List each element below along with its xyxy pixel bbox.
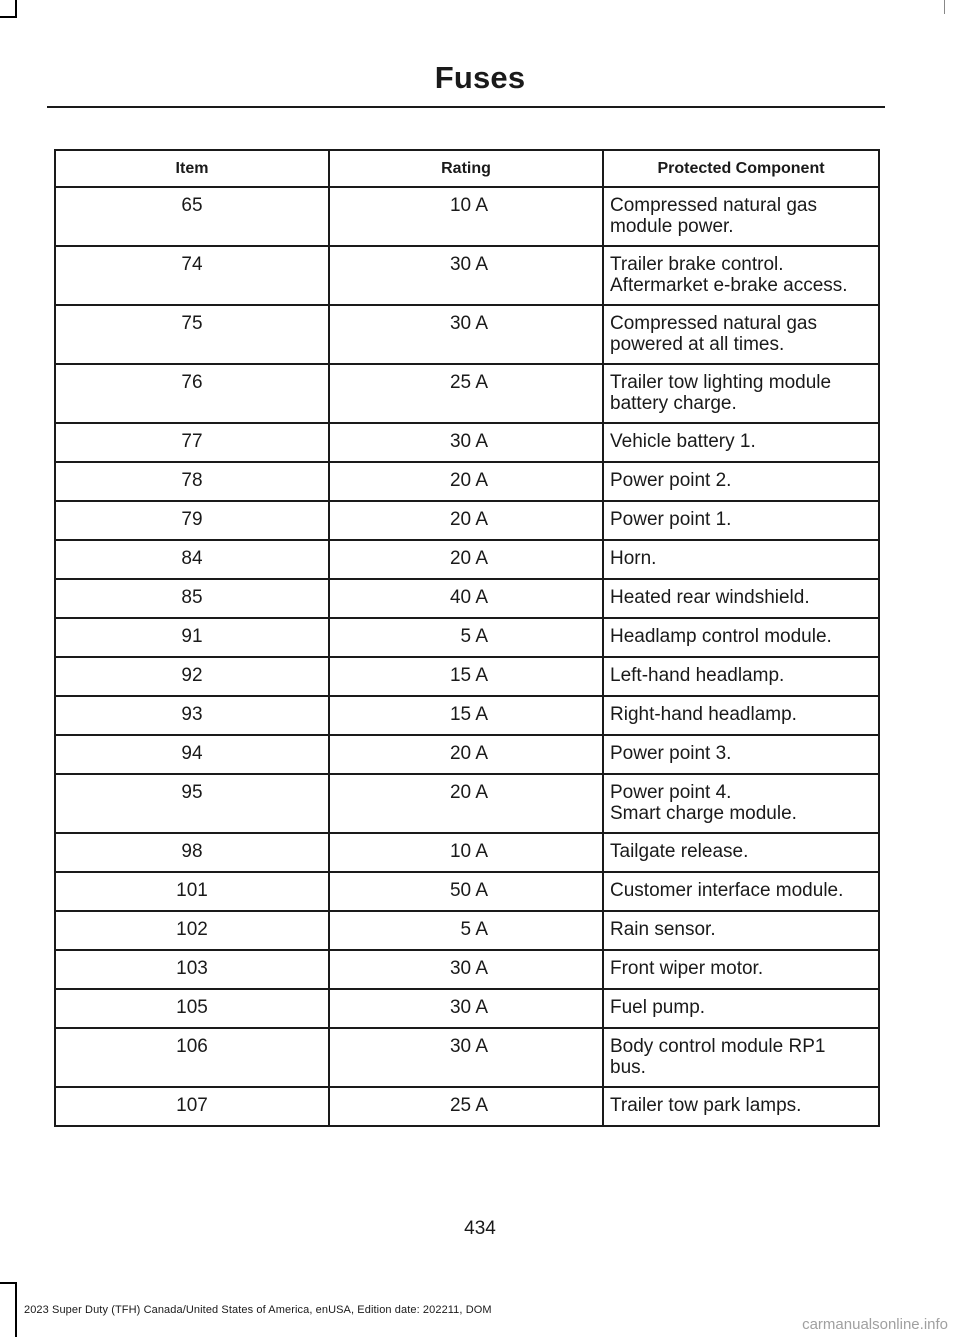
component-line: Vehicle battery 1.	[610, 431, 756, 452]
fuse-rating: 20 A	[329, 774, 603, 833]
header-protected-component: Protected Component	[603, 150, 879, 187]
component-line: Power point 1.	[610, 509, 732, 530]
fuse-rating: 5 A	[329, 618, 603, 657]
component-line: Customer interface module.	[610, 880, 844, 901]
fuse-item-number: 106	[55, 1028, 329, 1087]
fuse-rating: 20 A	[329, 540, 603, 579]
fuse-table-body	[55, 187, 879, 1126]
table-row	[55, 989, 879, 1028]
fuse-protected-component	[603, 774, 879, 833]
fuse-rating: 30 A	[329, 1028, 603, 1087]
fuse-rating: 30 A	[329, 423, 603, 462]
fuse-rating: 15 A	[329, 657, 603, 696]
table-row	[55, 735, 879, 774]
table-row	[55, 187, 879, 246]
table-row	[55, 462, 879, 501]
fuse-protected-component	[603, 1087, 879, 1126]
fuse-rating: 30 A	[329, 989, 603, 1028]
fuse-protected-component	[603, 950, 879, 989]
component-line: Left-hand headlamp.	[610, 665, 785, 686]
table-row	[55, 364, 879, 423]
fuse-rating: 20 A	[329, 462, 603, 501]
component-line: Tailgate release.	[610, 841, 749, 862]
fuse-item-number: 74	[55, 246, 329, 305]
table-row	[55, 540, 879, 579]
header-rating: Rating	[329, 150, 603, 187]
fuse-item-number: 91	[55, 618, 329, 657]
fuse-item-number: 107	[55, 1087, 329, 1126]
fuse-item-number: 77	[55, 423, 329, 462]
table-row	[55, 1087, 879, 1126]
fuse-item-number: 79	[55, 501, 329, 540]
component-line: Power point 2.	[610, 470, 732, 491]
crop-mark-bottom-left-h	[0, 1282, 17, 1284]
component-line: powered at all times.	[610, 334, 785, 355]
table-row	[55, 696, 879, 735]
fuse-protected-component	[603, 364, 879, 423]
table-header-row	[55, 150, 879, 187]
fuse-item-number: 78	[55, 462, 329, 501]
component-line: Power point 4.	[610, 782, 732, 803]
fuse-protected-component	[603, 187, 879, 246]
crop-mark-top-left-h	[0, 16, 17, 18]
table-row	[55, 657, 879, 696]
component-line: Body control module RP1	[610, 1036, 826, 1057]
header-item: Item	[55, 150, 329, 187]
fuse-item-number: 92	[55, 657, 329, 696]
component-line: Smart charge module.	[610, 803, 797, 824]
fuse-protected-component	[603, 1028, 879, 1087]
component-line: Trailer tow park lamps.	[610, 1095, 802, 1116]
fuse-rating: 10 A	[329, 833, 603, 872]
component-line: Front wiper motor.	[610, 958, 764, 979]
fuse-item-number: 98	[55, 833, 329, 872]
fuse-protected-component	[603, 696, 879, 735]
title-divider	[47, 106, 885, 108]
fuse-rating: 20 A	[329, 501, 603, 540]
fuse-rating: 50 A	[329, 872, 603, 911]
table-row	[55, 501, 879, 540]
component-line: Trailer brake control.	[610, 254, 784, 275]
fuse-rating: 25 A	[329, 364, 603, 423]
table-row	[55, 618, 879, 657]
table-row	[55, 911, 879, 950]
fuse-protected-component	[603, 501, 879, 540]
fuse-protected-component	[603, 305, 879, 364]
fuse-protected-component	[603, 833, 879, 872]
table-row	[55, 950, 879, 989]
fuse-rating: 20 A	[329, 735, 603, 774]
fuse-protected-component	[603, 540, 879, 579]
component-line: Compressed natural gas	[610, 313, 817, 334]
crop-mark-top-right	[944, 0, 945, 14]
fuse-rating: 15 A	[329, 696, 603, 735]
table-row	[55, 833, 879, 872]
fuse-protected-component	[603, 872, 879, 911]
fuse-protected-component	[603, 246, 879, 305]
component-line: Heated rear windshield.	[610, 587, 810, 608]
fuse-rating: 5 A	[329, 911, 603, 950]
fuse-item-number: 102	[55, 911, 329, 950]
crop-mark-bottom-left-v	[15, 1282, 17, 1337]
fuse-item-number: 85	[55, 579, 329, 618]
fuse-rating: 30 A	[329, 950, 603, 989]
fuse-protected-component	[603, 579, 879, 618]
component-line: Fuel pump.	[610, 997, 706, 1018]
component-line: Aftermarket e-brake access.	[610, 275, 848, 296]
edition-footer: 2023 Super Duty (TFH) Canada/United States of America, enUSA, Edition date: 202211, DOM	[24, 1304, 492, 1316]
component-line: module power.	[610, 216, 734, 237]
fuse-item-number: 103	[55, 950, 329, 989]
fuse-item-number: 101	[55, 872, 329, 911]
fuse-protected-component	[603, 618, 879, 657]
component-line: battery charge.	[610, 393, 737, 414]
component-line: bus.	[610, 1057, 646, 1078]
table-row	[55, 872, 879, 911]
fuse-item-number: 95	[55, 774, 329, 833]
fuse-item-number: 75	[55, 305, 329, 364]
fuse-protected-component	[603, 735, 879, 774]
fuse-item-number: 93	[55, 696, 329, 735]
fuse-rating: 10 A	[329, 187, 603, 246]
table-row	[55, 305, 879, 364]
watermark: carmanualsonline.info	[802, 1316, 948, 1333]
component-line: Trailer tow lighting module	[610, 372, 832, 393]
component-line: Rain sensor.	[610, 919, 716, 940]
fuse-rating: 30 A	[329, 246, 603, 305]
fuse-protected-component	[603, 462, 879, 501]
table-row	[55, 423, 879, 462]
component-line: Headlamp control module.	[610, 626, 832, 647]
table-row	[55, 246, 879, 305]
fuse-item-number: 94	[55, 735, 329, 774]
component-line: Compressed natural gas	[610, 195, 817, 216]
fuse-item-number: 76	[55, 364, 329, 423]
fuse-item-number: 65	[55, 187, 329, 246]
table-row	[55, 774, 879, 833]
fuse-item-number: 105	[55, 989, 329, 1028]
table-row	[55, 1028, 879, 1087]
fuse-rating: 25 A	[329, 1087, 603, 1126]
table-row	[55, 579, 879, 618]
fuse-table	[54, 149, 880, 1127]
fuse-protected-component	[603, 911, 879, 950]
fuse-protected-component	[603, 657, 879, 696]
component-line: Power point 3.	[610, 743, 732, 764]
fuse-rating: 30 A	[329, 305, 603, 364]
component-line: Horn.	[610, 548, 657, 569]
component-line: Right-hand headlamp.	[610, 704, 797, 725]
fuse-protected-component	[603, 989, 879, 1028]
page-title: Fuses	[434, 60, 526, 95]
page-number: 434	[464, 1218, 496, 1239]
fuse-rating: 40 A	[329, 579, 603, 618]
fuse-protected-component	[603, 423, 879, 462]
fuse-item-number: 84	[55, 540, 329, 579]
